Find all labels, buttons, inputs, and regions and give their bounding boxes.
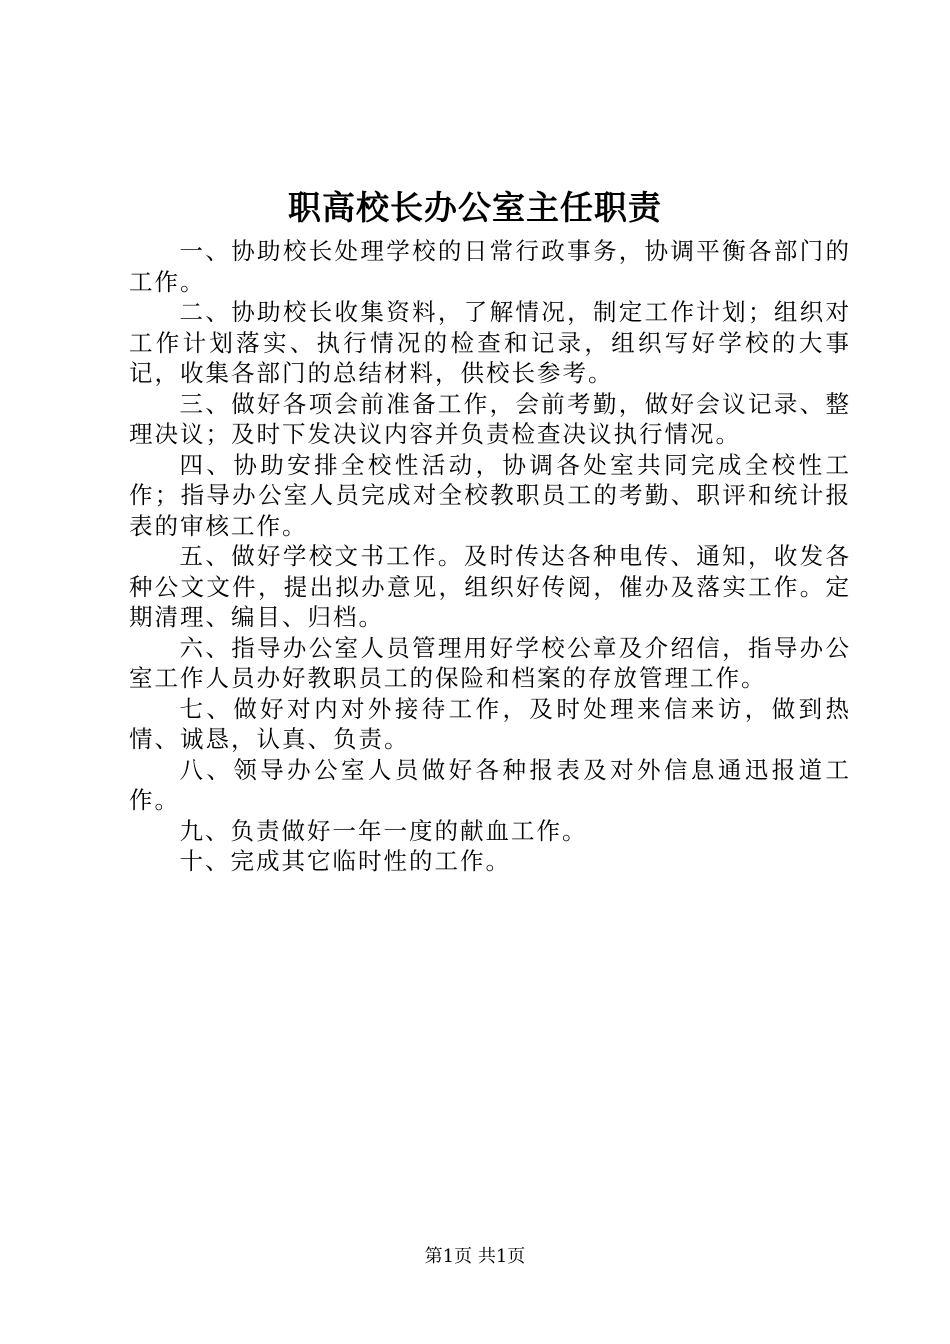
paragraph-6: 六、指导办公室人员管理用好学校公章及介绍信，指导办公室工作人员办好教职员工的保险和档案的存放管理工作。: [129, 633, 851, 692]
paragraph-9: 九、负责做好一年一度的献血工作。: [179, 816, 588, 845]
paragraph-5: 五、做好学校文书工作。及时传达各种电传、通知，收发各种公文文件，提出拟办意见，组织好传阅，催办及落实工作。定期清理、编目、归档。: [129, 542, 851, 631]
paragraph-4: 四、协助安排全校性活动，协调各处室共同完成全校性工作；指导办公室人员完成对全校教职员工的考勤、职评和统计报表的审核工作。: [129, 450, 851, 540]
document-title: 职高校长办公室主任职责: [288, 188, 662, 227]
paragraph-7: 七、做好对内对外接待工作，及时处理来信来访，做到热情、诚恳，认真、负责。: [129, 694, 851, 753]
paragraph-2: 二、协助校长收集资料，了解情况，制定工作计划；组织对工作计划落实、执行情况的检查和记录，组织写好学校的大事记，收集各部门的总结材料，供校长参考。: [129, 298, 851, 387]
paragraph-1: 一、协助校长处理学校的日常行政事务，协调平衡各部门的工作。: [129, 237, 851, 296]
page-footer: 第1页 共1页: [424, 1246, 526, 1267]
paragraph-3: 三、做好各项会前准备工作，会前考勤，做好会议记录、整理决议；及时下发决议内容并负责检查决议执行情况。: [129, 389, 851, 448]
paragraph-8: 八、领导办公室人员做好各种报表及对外信息通迅报道工作。: [129, 755, 851, 814]
document-body: [129, 236, 851, 877]
paragraph-10: 十、完成其它临时性的工作。: [179, 847, 512, 875]
